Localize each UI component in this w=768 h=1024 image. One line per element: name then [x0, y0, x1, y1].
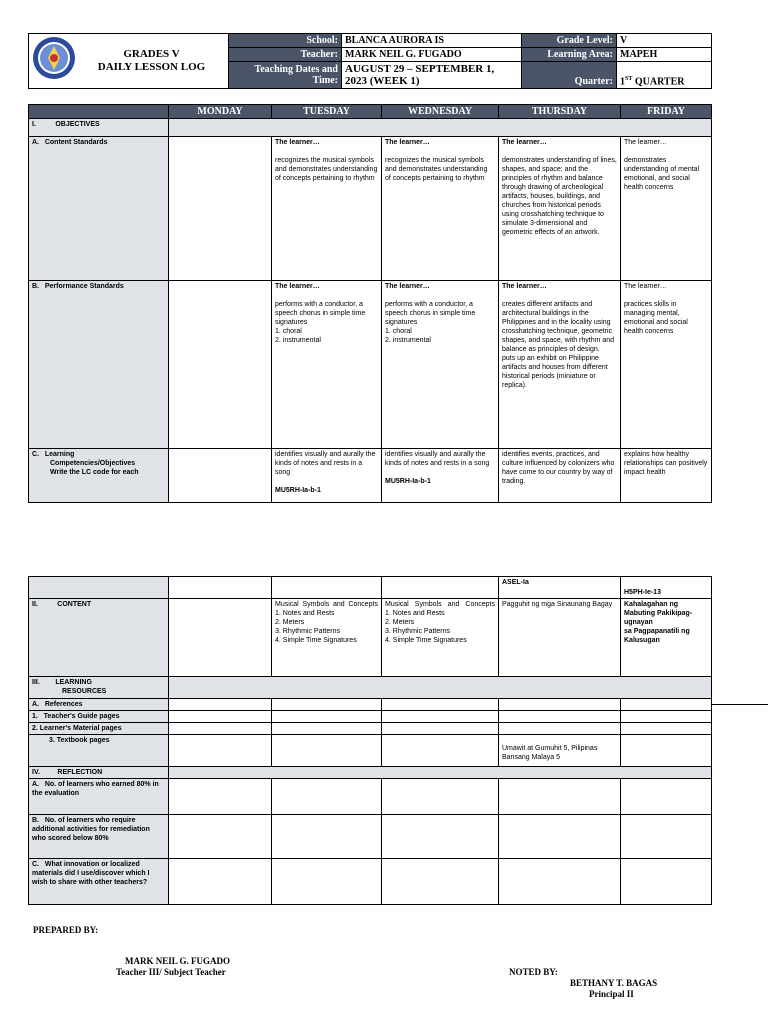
lesson-grid-content: [28, 576, 712, 905]
refl-a-thursday: [499, 779, 621, 815]
cell-heading: The learner…: [385, 283, 430, 290]
content-standards-label: A. Content Standards: [29, 137, 169, 281]
perf-std-monday: [169, 281, 272, 449]
tg-tuesday: [272, 711, 382, 723]
cell-list-item: 1. choral: [275, 328, 302, 335]
principal-signature-name: BETHANY T. BAGAS: [570, 978, 658, 988]
grades-title: GRADES V: [123, 48, 180, 60]
content-friday: [621, 599, 712, 677]
grade-value: V: [617, 34, 712, 48]
objectives-band: [169, 119, 712, 137]
refl-b-monday: [169, 815, 272, 859]
quarter-number: 1: [620, 76, 625, 87]
principal-signature-position: Principal II: [589, 989, 634, 999]
content-item: 3. Rhythmic Patterns: [385, 628, 450, 635]
tg-thursday: [499, 711, 621, 723]
lesson-grid-objectives: [28, 104, 712, 503]
continuation-wednesday: [382, 577, 499, 599]
continuation-friday: H5PH-Ie-13: [621, 577, 712, 599]
refl-b-friday: [621, 815, 712, 859]
quarter-label-text: Quarter:: [574, 76, 613, 87]
competencies-label-line2: Competencies/Objectives: [50, 460, 136, 467]
content-label: II. CONTENT: [29, 599, 169, 677]
content-item: 1. Notes and Rests: [275, 610, 335, 617]
textbook-title: Umawit at Gumuhit 5, Pilipinas Bansang Malaya 5: [502, 745, 598, 761]
resources-label-line1: III. LEARNING: [32, 679, 92, 686]
objectives-label: I. OBJECTIVES: [29, 119, 169, 137]
lm-monday: [169, 723, 272, 735]
content-title: sa Pagpapanatili ng Kalusugan: [624, 628, 690, 644]
area-value: MAPEH: [617, 48, 712, 62]
dates-label-line2: Time:: [312, 75, 338, 86]
perf-std-thursday: [499, 281, 621, 449]
content-wednesday: [382, 599, 499, 677]
content-std-wednesday: [382, 137, 499, 281]
references-thursday: [499, 699, 621, 711]
day-friday: FRIDAY: [621, 105, 712, 119]
lm-wednesday: [382, 723, 499, 735]
content-std-friday: [621, 137, 712, 281]
refl-b-thursday: [499, 815, 621, 859]
content-thursday: [499, 599, 621, 677]
content-std-thursday: [499, 137, 621, 281]
grid-corner: [29, 105, 169, 119]
cell-body: demonstrates understanding of mental emotional, and social health concerns: [624, 157, 700, 191]
tg-friday: [621, 711, 712, 723]
tg-monday: [169, 711, 272, 723]
perf-std-wednesday: [382, 281, 499, 449]
lm-tuesday: [272, 723, 382, 735]
content-title: Musical Symbols and Concepts: [275, 601, 378, 608]
tg-wednesday: [382, 711, 499, 723]
header-table: [28, 33, 712, 89]
cell-body: recognizes the musical symbols and demonstrates understanding of concepts pertaining to rhythm: [385, 157, 488, 182]
refl-a-wednesday: [382, 779, 499, 815]
deped-seal-icon: [32, 36, 76, 80]
content-item: 2. Meters: [275, 619, 305, 626]
cell-heading: The learner…: [502, 283, 547, 290]
content-item: 4. Simple Time Signatures: [275, 637, 357, 644]
refl-b-tuesday: [272, 815, 382, 859]
refl-c-thursday: [499, 859, 621, 905]
day-thursday: THURSDAY: [499, 105, 621, 119]
competencies-monday: [169, 449, 272, 503]
content-title: Pagguhit ng mga Sinaunang Bagay: [502, 601, 613, 608]
cell-heading: The learner…: [385, 139, 430, 146]
competencies-tuesday: [272, 449, 382, 503]
competencies-label: [29, 449, 169, 503]
content-monday: [169, 599, 272, 677]
references-tuesday: [272, 699, 382, 711]
resources-label-line2: RESOURCES: [62, 688, 107, 695]
cell-body: puts up an exhibit on Philippine artifacts and houses from different historical periods (miniature or replica).: [502, 355, 608, 389]
competencies-wednesday: [382, 449, 499, 503]
resources-label: [29, 677, 169, 699]
tb-wednesday: [382, 735, 499, 767]
perf-std-friday: [621, 281, 712, 449]
perf-std-tuesday: [272, 281, 382, 449]
content-item: 3. Rhythmic Patterns: [275, 628, 340, 635]
quarter-value: [617, 62, 712, 89]
cell-body: identifies visually and aurally the kinds of notes and rests in a song: [385, 451, 490, 467]
lc-code: MU5RH-Ia-b-1: [385, 478, 431, 485]
lm-friday: [621, 723, 712, 735]
dates-label-line1: Teaching Dates and: [254, 64, 338, 75]
competencies-label-line3: Write the LC code for each: [50, 469, 139, 476]
refl-a-monday: [169, 779, 272, 815]
references-friday: [621, 699, 712, 711]
title-cell: [29, 34, 229, 89]
teachers-guide-label: 1. Teacher's Guide pages: [29, 711, 169, 723]
content-title: Kahalagahan ng Mabuting Pakikipag-ugnayan: [624, 601, 693, 626]
teacher-signature-name: MARK NEIL G. FUGADO: [125, 956, 231, 966]
refl-c-friday: [621, 859, 712, 905]
log-title: DAILY LESSON LOG: [97, 61, 206, 73]
cell-heading: The learner…: [275, 139, 320, 146]
refl-c-tuesday: [272, 859, 382, 905]
cell-body: performs with a conductor, a speech chorus in simple time signatures: [275, 301, 366, 326]
reflection-c-label: C. What innovation or localized materials did I use/discover which I wish to share with other teachers?: [29, 859, 169, 905]
day-wednesday: WEDNESDAY: [382, 105, 499, 119]
tb-thursday: [499, 735, 621, 767]
resources-band: [169, 677, 712, 699]
dates-label: [229, 62, 342, 89]
dates-line1: AUGUST 29 – SEPTEMBER 1,: [345, 63, 495, 75]
quarter-label: [522, 62, 617, 89]
dates-line2: 2023 (WEEK 1): [345, 75, 420, 87]
cell-body: explains how healthy relationships can positively impact health: [624, 451, 708, 476]
references-wednesday: [382, 699, 499, 711]
competencies-thursday: [499, 449, 621, 503]
tb-monday: [169, 735, 272, 767]
refl-a-friday: [621, 779, 712, 815]
reflection-a-label: A. No. of learners who earned 80% in the evaluation: [29, 779, 169, 815]
content-tuesday: [272, 599, 382, 677]
school-label: School:: [229, 34, 342, 48]
tb-friday: [621, 735, 712, 767]
prepared-by-label: PREPARED BY:: [33, 925, 99, 935]
refl-c-wednesday: [382, 859, 499, 905]
cell-body: practices skills in managing mental, emotional and social health concerns: [624, 301, 688, 335]
cell-list-item: 2. instrumental: [275, 337, 321, 344]
competencies-label-line1: C. Learning: [32, 451, 75, 458]
grade-label: Grade Level:: [522, 34, 617, 48]
competencies-friday: [621, 449, 712, 503]
references-monday: [169, 699, 272, 711]
teacher-value: MARK NEIL G. FUGADO: [342, 48, 522, 62]
cell-heading: The learner…: [275, 283, 320, 290]
cell-body: recognizes the musical symbols and demonstrates understanding of concepts pertaining to rhythm: [275, 157, 378, 182]
refl-c-monday: [169, 859, 272, 905]
quarter-suffix: ST: [625, 75, 633, 82]
performance-standards-label: B. Performance Standards: [29, 281, 169, 449]
day-tuesday: TUESDAY: [272, 105, 382, 119]
cell-list-item: 2. instrumental: [385, 337, 431, 344]
teacher-label: Teacher:: [229, 48, 342, 62]
noted-by-label: NOTED BY:: [509, 967, 558, 977]
area-label: Learning Area:: [522, 48, 617, 62]
content-title: Musical Symbols and Concepts: [385, 601, 495, 608]
cell-body: creates different artifacts and architectural buildings in the Philippines and in the locality using crosshatching technique, geometric shapes, and space, with rhythm and balance as principles of design.: [502, 301, 615, 353]
content-std-monday: [169, 137, 272, 281]
lc-code: MU5RH-Ia-b-1: [275, 487, 321, 494]
reflection-band: [169, 767, 712, 779]
continuation-monday: [169, 577, 272, 599]
reflection-label: IV. REFLECTION: [29, 767, 169, 779]
cell-list-item: 1. choral: [385, 328, 412, 335]
content-item: 2. Meters: [385, 619, 415, 626]
content-std-tuesday: [272, 137, 382, 281]
day-monday: MONDAY: [169, 105, 272, 119]
continuation-label: [29, 577, 169, 599]
school-value: BLANCA AURORA IS: [342, 34, 522, 48]
cell-heading: The learner…: [624, 283, 667, 290]
cell-heading: The learner…: [624, 139, 667, 146]
refl-b-wednesday: [382, 815, 499, 859]
cell-body: identifies visually and aurally the kinds of notes and rests in a song: [275, 451, 376, 476]
quarter-text: QUARTER: [632, 76, 685, 87]
learners-material-label: 2. Learner's Material pages: [29, 723, 169, 735]
cell-body: demonstrates understanding of lines, shapes, and space; and the principles of rhythm and balance through drawing of archeological artifacts, houses, buildings, and churches from historical periods using crosshatching technique to simulate 3-dimensional and geometric effects of an artwork.: [502, 157, 617, 236]
refl-a-tuesday: [272, 779, 382, 815]
content-item: 4. Simple Time Signatures: [385, 637, 467, 644]
textbook-label: 3. Textbook pages: [29, 735, 169, 767]
reflection-b-label: B. No. of learners who require additional activities for remediation who scored below 80%: [29, 815, 169, 859]
continuation-tuesday: [272, 577, 382, 599]
content-item: 1. Notes and Rests: [385, 610, 445, 617]
dates-value: [342, 62, 522, 89]
references-label: A. References: [29, 699, 169, 711]
cell-heading: The learner…: [502, 139, 547, 146]
tb-tuesday: [272, 735, 382, 767]
teacher-signature-position: Teacher III/ Subject Teacher: [116, 967, 226, 977]
lm-thursday: [499, 723, 621, 735]
cell-body: performs with a conductor, a speech chorus in simple time signatures: [385, 301, 476, 326]
cell-body: identifies events, practices, and culture influenced by colonizers who have come to our country by way of trading.: [502, 451, 615, 485]
continuation-thursday: ASEL-Ia: [499, 577, 621, 599]
table-edge-line: [711, 704, 768, 705]
